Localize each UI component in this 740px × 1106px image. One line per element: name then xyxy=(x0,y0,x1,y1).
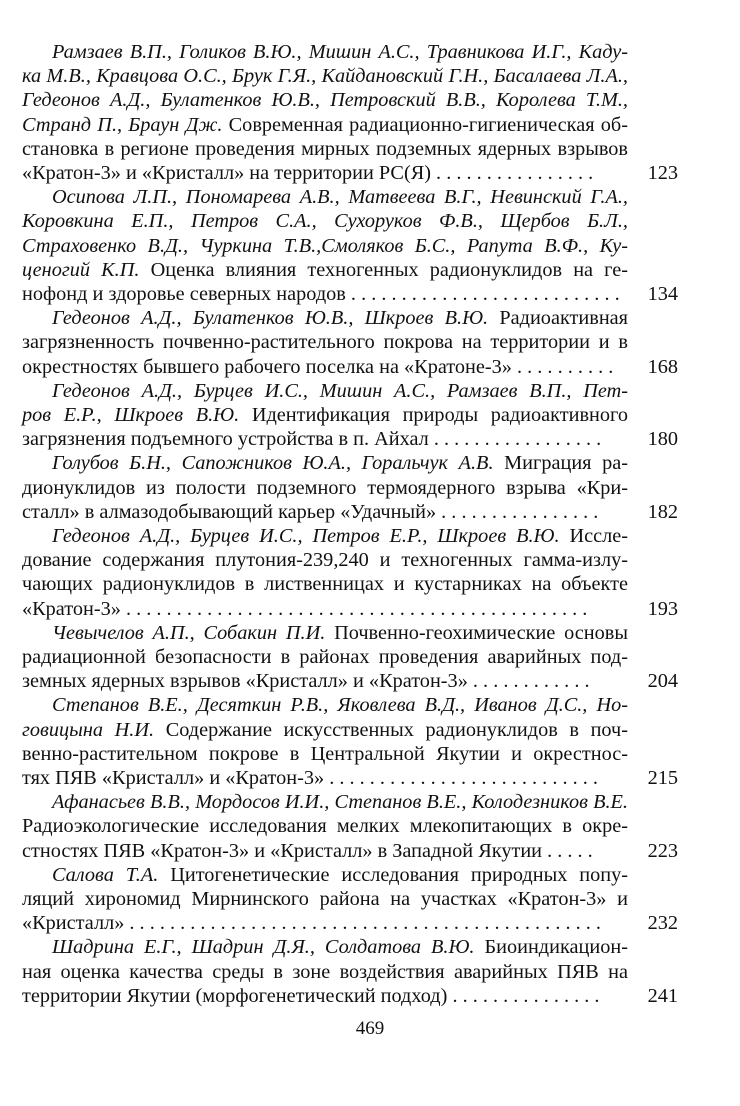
entry-authors: Гедеонов А.Д., Булатенков Ю.В., Шкроев В.Ю. xyxy=(52,307,489,330)
entry-page-number: 223 xyxy=(647,839,678,862)
entry-title-text: Содержание искусственных радионуклидов в поч- xyxy=(154,718,628,741)
entry-page-number: 204 xyxy=(647,670,678,693)
entry-title-text: Современная радиационно-гигиеническая об- xyxy=(222,113,628,136)
toc-entry-line xyxy=(22,572,628,596)
toc-entry-line xyxy=(22,669,628,693)
page-number: 469 xyxy=(355,1018,385,1039)
toc-entry-line xyxy=(52,306,628,330)
toc-entry-line xyxy=(22,88,628,112)
entry-title-text: земных ядерных взрывов «Кристалл» и «Кратон-3» . . . . . . . . . . . . xyxy=(22,670,590,693)
entry-page-number: 193 xyxy=(647,597,678,620)
toc-entry-line xyxy=(52,693,628,717)
entry-page-number: 241 xyxy=(647,984,678,1007)
toc-entry-line xyxy=(22,476,628,500)
entry-authors: Страховенко В.Д., Чуркина Т.В.,Смоляков Б.С., Рапута В.Ф., Ку- xyxy=(22,234,628,257)
toc-entry-line xyxy=(52,40,628,64)
entry-title-text: ная оценка качества среды в зоне воздействия аварийных ПЯВ на xyxy=(22,960,628,983)
toc-entry-line xyxy=(22,137,628,161)
entry-authors: Коровкина Е.П., Петров С.А., Сухоруков Ф.В., Щербов Б.Л., xyxy=(22,210,628,233)
toc-entry-line xyxy=(22,887,628,911)
toc-entry-line xyxy=(22,597,628,621)
toc-entry-line xyxy=(22,814,628,838)
entry-authors: Осипова Л.П., Пономарева А.В., Матвеева В.Г., Невинский Г.А., xyxy=(52,186,628,209)
toc-entry-line xyxy=(22,766,628,790)
entry-title-text: радиационной безопасности в районах проведения аварийных под- xyxy=(22,646,628,668)
entry-authors: Чевычелов А.П., Собакин П.И. xyxy=(52,621,326,644)
entry-page-number: 215 xyxy=(647,767,678,789)
entry-title-text: «Кристалл» . . . . . . . . . . . . . . . . . . . . . . . . . . . . . . . . . . . . . . . . . . . . . . . xyxy=(22,912,601,935)
entry-authors: Гедеонов А.Д., Бурцев И.С., Мишин А.С., Рамзаев В.П., Пет- xyxy=(52,379,628,402)
toc-entry-line xyxy=(52,790,628,814)
entry-title-text: сталл» в алмазодобывающий карьер «Удачный» . . . . . . . . . . . . . . . . xyxy=(22,500,599,523)
toc-entry-line xyxy=(22,64,628,88)
toc-entry-line xyxy=(52,863,628,887)
toc-entry-line xyxy=(22,984,628,1008)
toc-entry-line xyxy=(22,645,628,669)
entry-title-text: становка в регионе проведения мирных подземных ядерных взрывов xyxy=(22,137,628,160)
entry-title-text: Оценка влияния техногенных радионуклидов на ге- xyxy=(139,258,628,281)
toc-entry-line xyxy=(52,185,628,209)
toc-entry-line xyxy=(52,935,628,959)
entry-authors: Афанасьев В.В., Мордосов И.И., Степанов В.Е., Колодезников В.Е. xyxy=(52,791,628,814)
entry-title-text: чающих радионуклидов в лиственницах и кустарниках на объекте xyxy=(22,573,628,596)
entry-page-number: 182 xyxy=(647,500,678,523)
entry-authors: Рамзаев В.П., Голиков В.Ю., Мишин А.С., Травникова И.Г., Каду- xyxy=(52,41,628,63)
entry-title-text: Радиоактивная xyxy=(488,307,629,330)
toc-entry-line xyxy=(22,548,628,572)
toc-entry-line xyxy=(22,258,628,282)
entry-title-text: загрязненность почвенно-растительного покрова на территории и в xyxy=(22,331,628,354)
entry-title-text: Миграция ра- xyxy=(493,452,629,475)
toc-entry-line xyxy=(52,451,628,475)
entry-title-text: дионуклидов из полости подземного термоядерного взрыва «Кри- xyxy=(22,476,628,499)
entry-title-text: Биоиндикацион- xyxy=(474,936,628,959)
entry-authors: Голубов Б.Н., Сапожников Ю.А., Горальчук А.В. xyxy=(52,452,494,475)
entry-title-text: Идентификация природы радиоактивного xyxy=(239,404,628,426)
entry-title-text: Цитогенетические исследования природных попу- xyxy=(158,863,628,886)
toc-entry-line xyxy=(22,960,628,984)
toc-entry-line xyxy=(22,161,628,185)
entry-title-text: дование содержания плутония-239,240 и техногенных гамма-излу- xyxy=(22,549,628,572)
entry-page-number: 123 xyxy=(647,162,678,184)
toc-entry-line xyxy=(22,234,628,258)
entry-title-text: стностях ПЯВ «Кратон-3» и «Кристалл» в Западной Якутии . . . . . xyxy=(22,839,593,862)
entry-authors: Гедеонов А.Д., Булатенков Ю.В., Петровский В.В., Королева Т.М., xyxy=(22,89,628,112)
entry-title-text: «Кратон-3» . . . . . . . . . . . . . . . . . . . . . . . . . . . . . . . . . . . . . . . . . . . . . . xyxy=(22,597,588,620)
entry-authors: ров Е.Р., Шкроев В.Ю. xyxy=(22,404,240,426)
entry-page-number: 168 xyxy=(647,355,678,378)
entry-title-text: нофонд и здоровье северных народов . . . . . . . . . . . . . . . . . . . . . . . . . . . xyxy=(22,283,620,305)
entry-page-number: 232 xyxy=(647,912,678,935)
toc-entry-line xyxy=(22,355,628,379)
toc-entry-line xyxy=(22,330,628,354)
toc-entry-line xyxy=(22,911,628,935)
entry-title-text: ляций хирономид Мирнинского района на участках «Кратон-3» и xyxy=(22,888,628,910)
entry-authors: Салова Т.А. xyxy=(52,863,159,886)
entry-title-text: территории Якутии (морфогенетический подход) . . . . . . . . . . . . . . . xyxy=(22,984,600,1007)
toc-entry-line xyxy=(22,839,628,863)
entry-authors: Степанов В.Е., Десяткин Р.В., Яковлева В.Д., Иванов Д.С., Но- xyxy=(52,694,628,717)
toc-entry-line xyxy=(22,500,628,524)
entry-title-text: «Кратон-3» и «Кристалл» на территории РС(Я) . . . . . . . . . . . . . . . . xyxy=(22,162,594,184)
entry-title-text: Иссле- xyxy=(559,525,628,547)
entry-title-text: загрязнения подъемного устройства в п. Айхал . . . . . . . . . . . . . . . . . xyxy=(22,428,602,451)
toc-entry-line xyxy=(22,718,628,742)
entry-page-number: 134 xyxy=(647,283,678,305)
toc-entry-line xyxy=(52,379,628,403)
toc-entry-line xyxy=(22,209,628,233)
entry-title-text: тях ПЯВ «Кристалл» и «Кратон-3» . . . . . . . . . . . . . . . . . . . . . . . . . . . xyxy=(22,767,598,789)
toc-entry-line xyxy=(22,282,628,306)
entry-title-text: венно-растительном покрове в Центральной Якутии и окрестнос- xyxy=(22,742,628,765)
toc-entry-line xyxy=(22,113,628,137)
toc-entry-line xyxy=(22,742,628,766)
entry-page-number: 180 xyxy=(647,428,678,451)
entry-title-text: окрестностях бывшего рабочего поселка на «Кратоне-3» . . . . . . . . . . xyxy=(22,355,614,378)
entry-title-text: Почвенно-геохимические основы xyxy=(325,621,628,644)
entry-authors: ценогий К.П. xyxy=(22,258,140,281)
entry-authors: говицына Н.И. xyxy=(22,718,155,741)
toc-entry-line xyxy=(52,524,628,548)
entry-title-text: Радиоэкологические исследования мелких млекопитающих в окре- xyxy=(22,815,628,838)
entry-authors: Гедеонов А.Д., Бурцев И.С., Петров Е.Р., Шкроев В.Ю. xyxy=(52,525,560,547)
entry-authors: ка М.В., Кравцова О.С., Брук Г.Я., Кайдановский Г.Н., Басалаева Л.А., xyxy=(22,65,628,88)
toc-entry-line xyxy=(52,621,628,645)
entry-authors: Шадрина Е.Г., Шадрин Д.Я., Солдатова В.Ю. xyxy=(52,936,475,959)
toc-entry-line xyxy=(22,403,628,427)
toc-entry-line xyxy=(22,427,628,451)
entry-authors: Странд П., Браун Дж. xyxy=(22,113,223,136)
